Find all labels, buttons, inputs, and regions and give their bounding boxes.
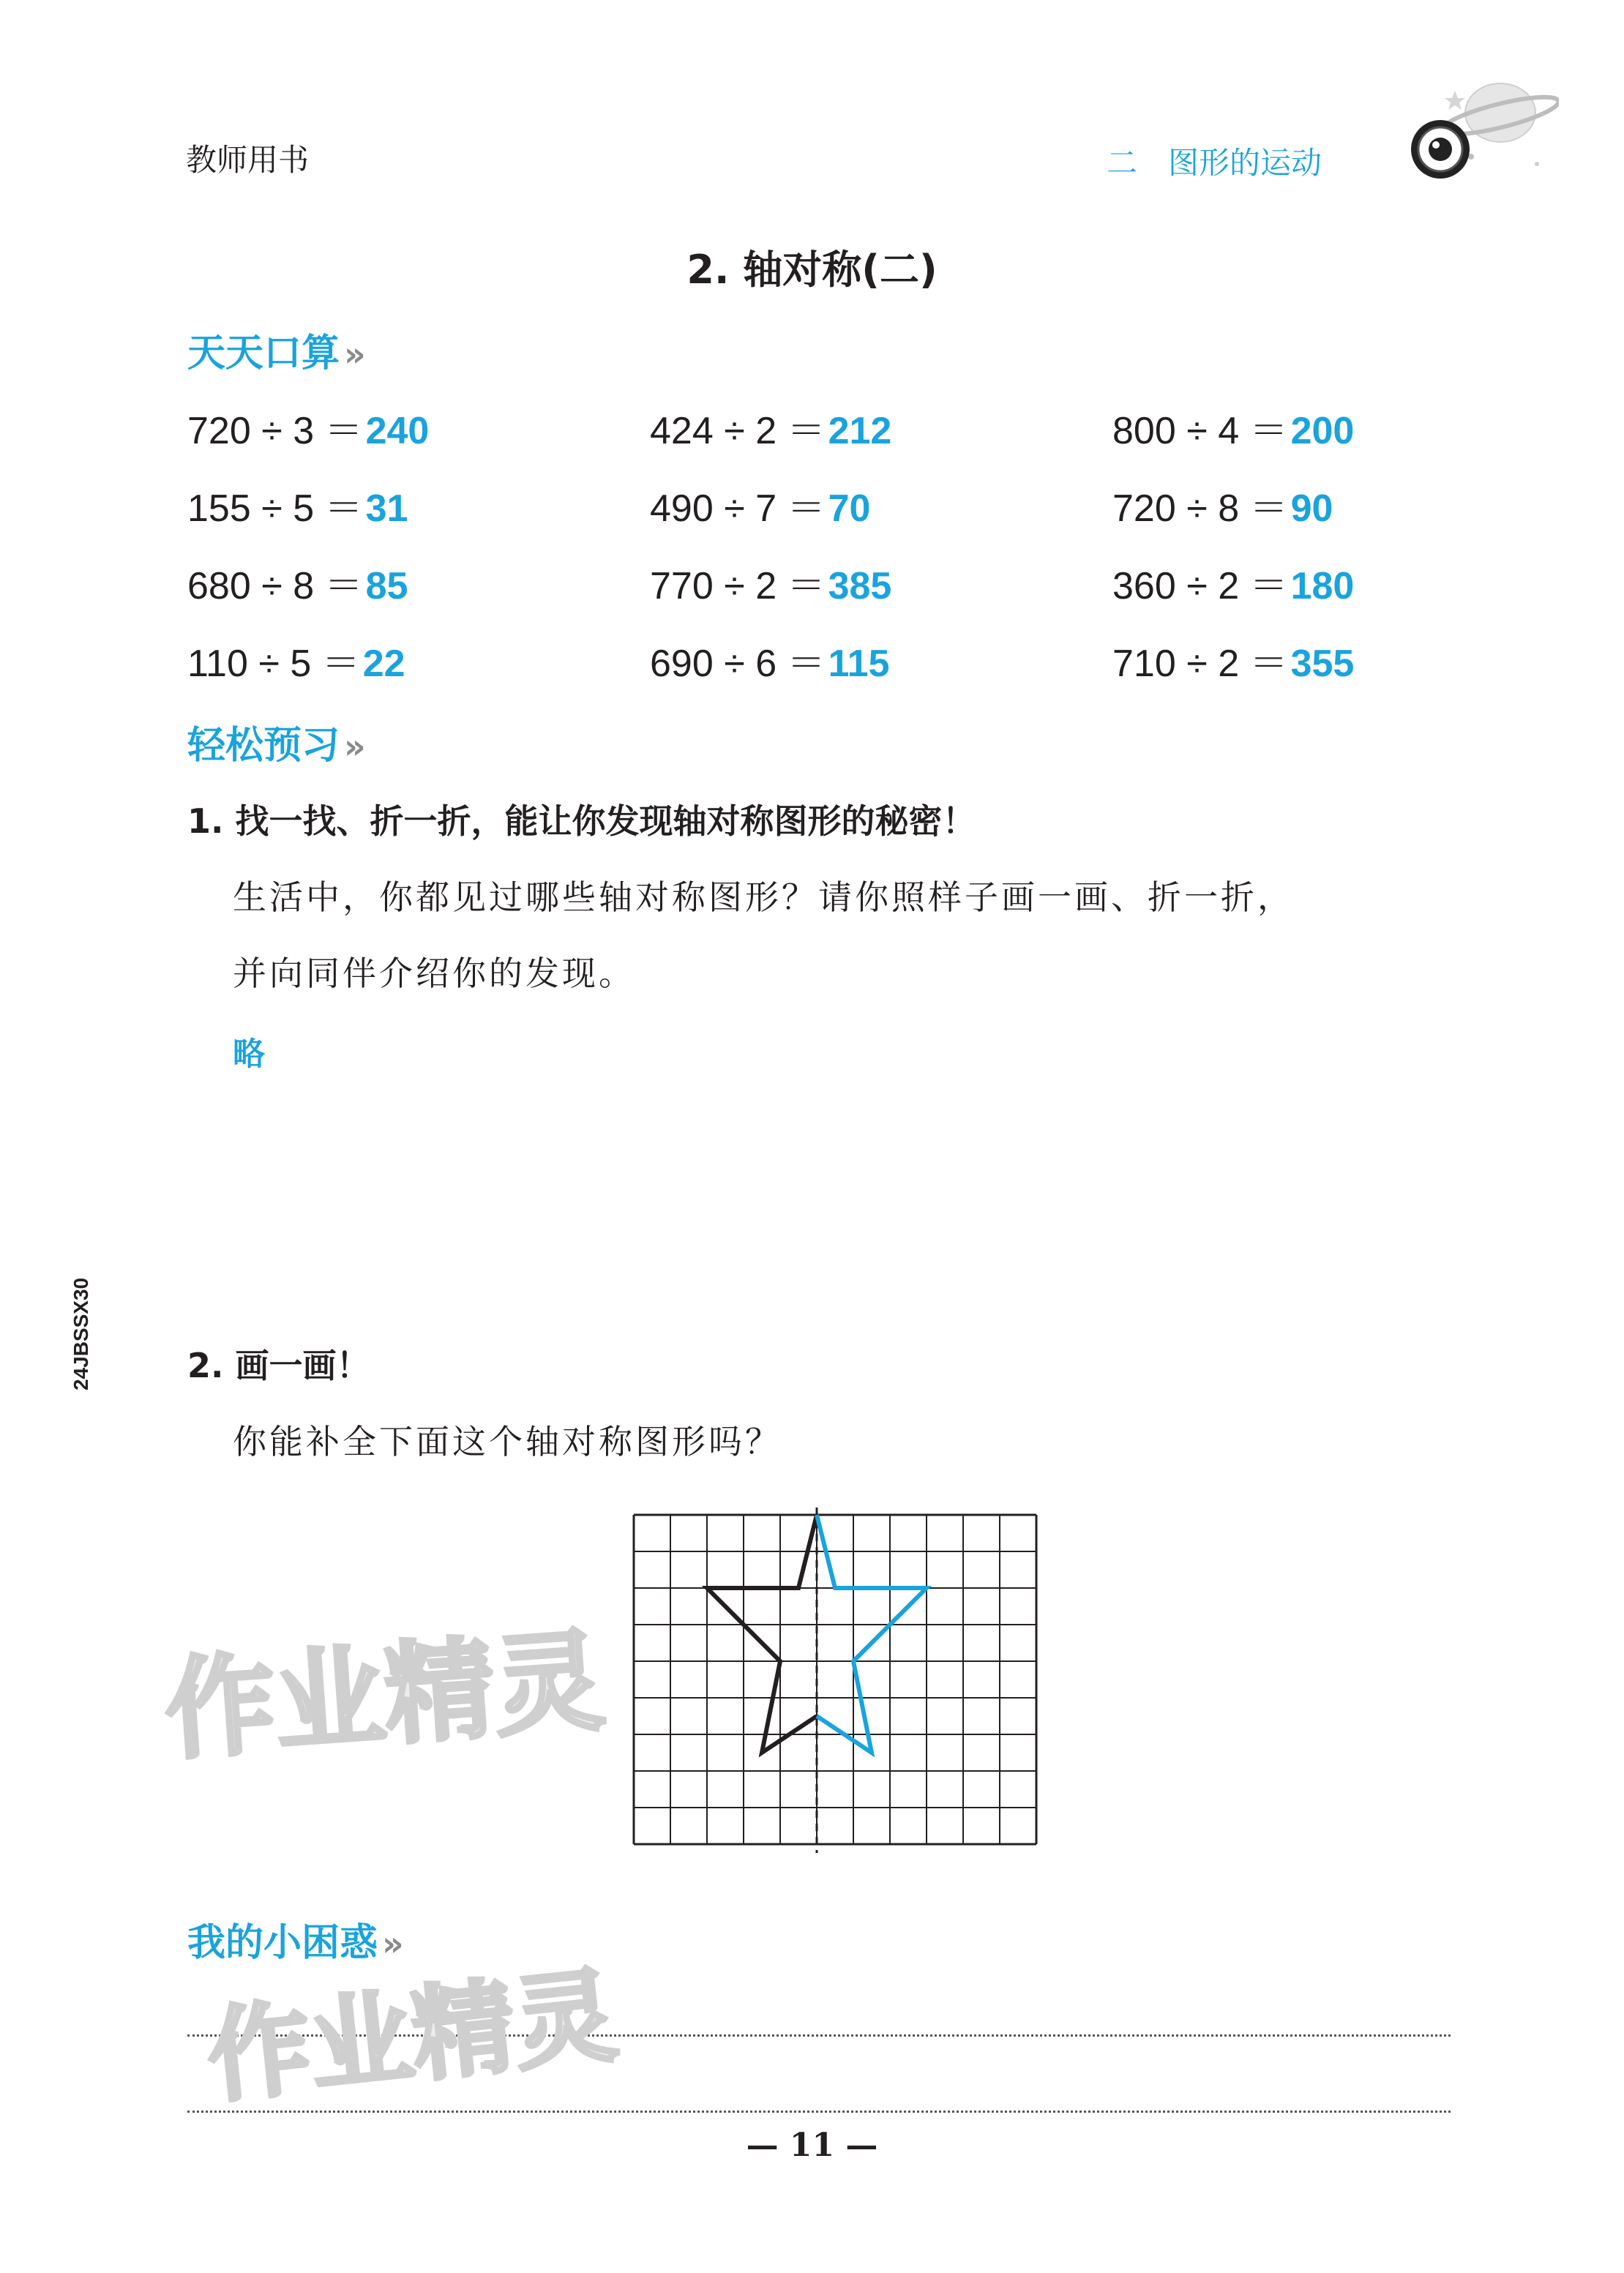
section-confusion-label: 我的小困惑 (187, 1921, 378, 1965)
section-oral-calc-label: 天天口算 (187, 332, 340, 375)
calc-expression: 680 ÷ 8 ＝ (187, 565, 363, 607)
calc-answer: 85 (365, 565, 408, 607)
header-chapter-title: 二 图形的运动 (1107, 145, 1322, 181)
calc-item (187, 555, 408, 610)
watermark-text: 作业精灵 (161, 1617, 609, 1775)
calc-expression: 360 ÷ 2 ＝ (1112, 565, 1288, 607)
question-2-heading: 2. 画一画！ (187, 1346, 370, 1385)
answer-line-2[interactable] (187, 2111, 1451, 2113)
svg-text:24JBSSX30: 24JBSSX30 (70, 1277, 92, 1390)
calc-expression: 800 ÷ 4 ＝ (1112, 410, 1288, 452)
double-chevron-icon: » (344, 334, 366, 374)
calc-item (650, 477, 870, 532)
calc-expression: 155 ÷ 5 ＝ (187, 487, 363, 530)
calc-expression: 490 ÷ 7 ＝ (650, 487, 826, 530)
calc-expression: 710 ÷ 2 ＝ (1112, 643, 1288, 685)
calc-answer: 90 (1290, 487, 1333, 530)
side-code (66, 1215, 95, 1398)
section-oral-calc (187, 322, 366, 377)
question-1-line-1: 生活中，你都见过哪些轴对称图形？请你照样子画一画、折一折， (233, 877, 1294, 917)
calc-answer: 385 (828, 565, 892, 607)
calc-item (1112, 555, 1354, 610)
calc-answer: 180 (1290, 565, 1355, 607)
star-left-half (707, 1515, 817, 1753)
calc-expression: 424 ÷ 2 ＝ (650, 410, 826, 452)
double-chevron-icon: » (344, 727, 366, 766)
calc-item (650, 400, 891, 454)
section-preview-label: 轻松预习 (187, 724, 340, 768)
calc-answer: 31 (365, 487, 408, 530)
page-number: — 11 — (746, 2127, 878, 2164)
header-book-label: 教师用书 (186, 142, 310, 178)
calc-item (1112, 400, 1354, 454)
calc-item (1112, 477, 1333, 532)
calc-answer: 22 (362, 643, 405, 685)
calc-answer: 70 (828, 487, 871, 530)
calc-answer: 240 (365, 410, 430, 452)
calc-expression: 720 ÷ 8 ＝ (1112, 487, 1288, 530)
calc-expression: 770 ÷ 2 ＝ (650, 565, 826, 607)
calc-expression: 690 ÷ 6 ＝ (650, 643, 826, 685)
question-2-text: 你能补全下面这个轴对称图形吗？ (233, 1422, 782, 1461)
answer-line-1[interactable] (187, 2034, 1451, 2037)
calc-answer: 115 (828, 643, 890, 685)
question-1-answer: 略 (233, 1036, 265, 1073)
calc-item (650, 632, 889, 687)
double-chevron-icon: » (382, 1924, 404, 1963)
calc-expression: 720 ÷ 3 ＝ (187, 410, 363, 452)
star-right-half (817, 1515, 927, 1753)
calc-item (650, 555, 891, 610)
section-confusion (187, 1911, 404, 1966)
calc-answer: 212 (828, 410, 892, 452)
symmetry-grid-figure (629, 1508, 1047, 1859)
calc-answer: 355 (1290, 643, 1355, 685)
calc-item (1112, 632, 1354, 687)
question-1-heading: 1. 找一找、折一折，能让你发现轴对称图形的秘密！ (187, 801, 976, 841)
grid-lines (634, 1515, 1036, 1844)
section-preview (187, 714, 366, 769)
calc-item (187, 632, 405, 687)
calc-item (187, 400, 429, 454)
question-1-line-2: 并向同伴介绍你的发现。 (233, 954, 635, 993)
calc-expression: 110 ÷ 5 ＝ (187, 643, 360, 685)
lesson-title: 2. 轴对称(二) (686, 247, 938, 293)
watermark-text: 作业精灵 (202, 1956, 623, 2118)
planet-logo-icon (1391, 76, 1559, 186)
calc-item (187, 477, 408, 532)
calc-answer: 200 (1290, 410, 1355, 452)
